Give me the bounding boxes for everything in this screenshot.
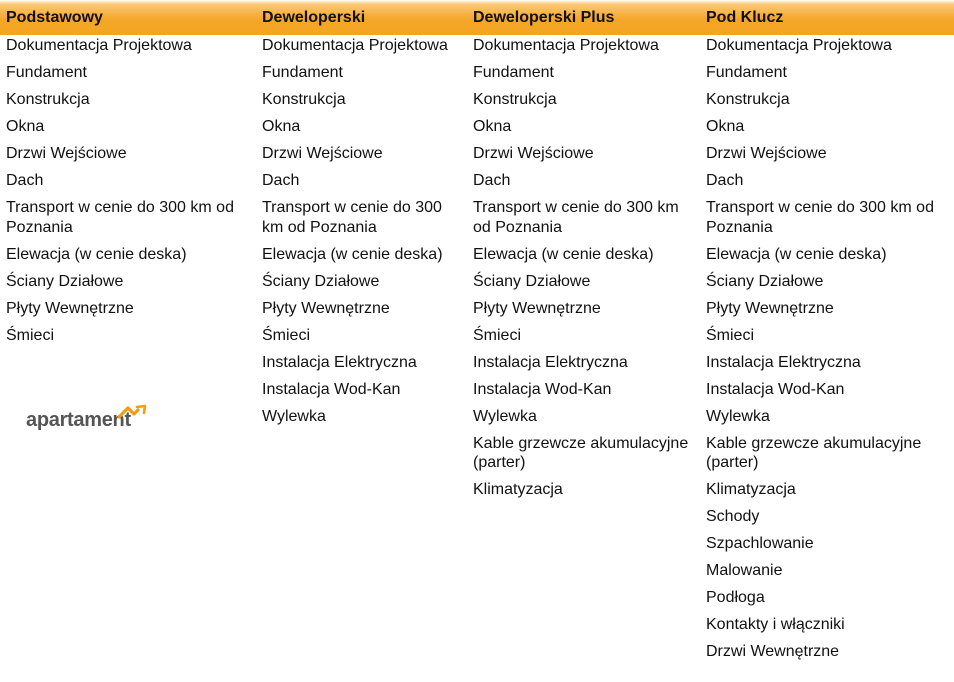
list-item: Drzwi Wejściowe bbox=[262, 145, 383, 162]
list-item: Malowanie bbox=[706, 562, 783, 579]
list-item: Elewacja (w cenie deska) bbox=[6, 245, 187, 263]
list-item: Klimatyzacja bbox=[473, 481, 563, 498]
list-item: Wylewka bbox=[473, 407, 537, 425]
list-item: Płyty Wewnętrzne bbox=[262, 299, 390, 317]
column-title: Deweloperski Plus bbox=[473, 9, 615, 26]
list-item: Ściany Działowe bbox=[6, 272, 124, 290]
list-item: Wylewka bbox=[262, 407, 326, 425]
list-item: Śmieci bbox=[262, 326, 311, 344]
list-item: Schody bbox=[706, 508, 760, 525]
list-item: Instalacja Wod-Kan bbox=[473, 380, 612, 398]
list-item: Okna bbox=[262, 118, 301, 135]
list-item: Drzwi Wejściowe bbox=[706, 145, 827, 162]
list-item: Kable grzewcze akumulacyjne (parter) bbox=[473, 434, 689, 471]
list-item: Elewacja (w cenie deska) bbox=[262, 245, 443, 263]
list-item: Fundament bbox=[6, 64, 87, 81]
list-item: Konstrukcja bbox=[473, 91, 557, 108]
item-list bbox=[262, 34, 462, 432]
list-item: Śmieci bbox=[706, 326, 755, 344]
list-item: Dach bbox=[262, 172, 300, 189]
item-list bbox=[473, 34, 695, 505]
list-item: Płyty Wewnętrzne bbox=[473, 299, 601, 317]
list-item: Ściany Działowe bbox=[706, 272, 824, 290]
list-item: Okna bbox=[706, 118, 745, 135]
list-item: Ściany Działowe bbox=[262, 272, 380, 290]
list-item: Elewacja (w cenie deska) bbox=[473, 245, 654, 263]
list-item: Instalacja Elektryczna bbox=[473, 353, 628, 371]
list-item: Fundament bbox=[262, 64, 343, 81]
list-item: Podłoga bbox=[706, 589, 765, 606]
list-item: Klimatyzacja bbox=[706, 481, 796, 498]
list-item: Drzwi Wewnętrzne bbox=[706, 643, 840, 660]
list-item: Konstrukcja bbox=[6, 91, 90, 108]
list-item: Dokumentacja Projektowa bbox=[706, 37, 892, 54]
list-item: Płyty Wewnętrzne bbox=[706, 299, 834, 317]
list-item: Instalacja Wod-Kan bbox=[262, 380, 401, 398]
list-item: Instalacja Elektryczna bbox=[262, 353, 417, 371]
item-list bbox=[6, 34, 246, 351]
list-item: Dokumentacja Projektowa bbox=[262, 37, 448, 54]
list-item: Fundament bbox=[706, 64, 787, 81]
list-item: Transport w cenie do 300 km od Poznania bbox=[706, 199, 934, 236]
column-title: Pod Klucz bbox=[706, 9, 784, 26]
list-item: Konstrukcja bbox=[262, 91, 346, 108]
list-item: Wylewka bbox=[706, 407, 770, 425]
list-item: Szpachlowanie bbox=[706, 535, 814, 552]
list-item: Dach bbox=[706, 172, 744, 189]
roof-swoosh-icon bbox=[118, 403, 148, 419]
list-item: Elewacja (w cenie deska) bbox=[706, 245, 887, 263]
list-item: Okna bbox=[6, 118, 45, 135]
list-item: Transport w cenie do 300 km od Poznania bbox=[262, 199, 442, 236]
list-item: Płyty Wewnętrzne bbox=[6, 299, 134, 317]
apartament-logo bbox=[26, 403, 156, 435]
list-item: Dach bbox=[473, 172, 511, 189]
list-item: Śmieci bbox=[473, 326, 522, 344]
column-title: Deweloperski bbox=[262, 9, 366, 26]
logo-text: apartament bbox=[26, 409, 131, 431]
list-item: Fundament bbox=[473, 64, 554, 81]
list-item: Dokumentacja Projektowa bbox=[473, 37, 659, 54]
list-item: Dach bbox=[6, 172, 44, 189]
list-item: Kable grzewcze akumulacyjne (parter) bbox=[706, 434, 922, 471]
list-item: Śmieci bbox=[6, 326, 55, 344]
column-title: Podstawowy bbox=[6, 9, 103, 26]
list-item: Drzwi Wejściowe bbox=[473, 145, 594, 162]
list-item: Konstrukcja bbox=[706, 91, 790, 108]
list-item: Kontakty i włączniki bbox=[706, 616, 845, 633]
list-item: Okna bbox=[473, 118, 512, 135]
list-item: Instalacja Elektryczna bbox=[706, 353, 861, 371]
list-item: Transport w cenie do 300 km od Poznania bbox=[473, 199, 679, 236]
list-item: Instalacja Wod-Kan bbox=[706, 380, 845, 398]
list-item: Transport w cenie do 300 km od Poznania bbox=[6, 199, 234, 236]
item-list bbox=[706, 34, 950, 667]
list-item: Drzwi Wejściowe bbox=[6, 145, 127, 162]
list-item: Dokumentacja Projektowa bbox=[6, 37, 192, 54]
list-item: Ściany Działowe bbox=[473, 272, 591, 290]
